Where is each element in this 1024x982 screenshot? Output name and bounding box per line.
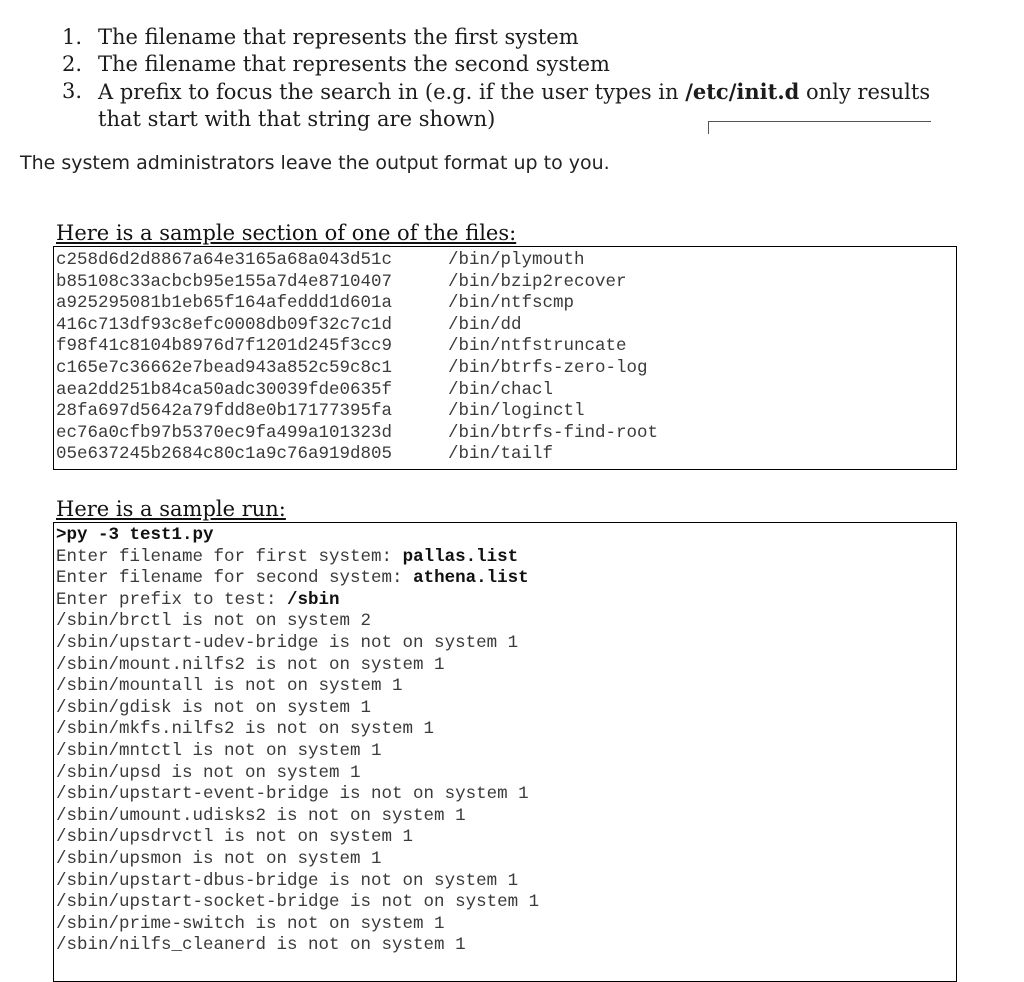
file-row bbox=[56, 315, 956, 337]
admin-note: The system administrators leave the output format up to you. bbox=[20, 152, 610, 174]
list-text-after: only results that start with that string are shown) bbox=[98, 80, 931, 131]
file-hash: 05e637245b2684c80c1a9c76a919d805 bbox=[56, 444, 393, 465]
divider-line bbox=[708, 121, 931, 134]
list-item bbox=[62, 24, 962, 51]
file-path: /bin/chacl bbox=[448, 379, 554, 400]
file-hash: aea2dd251b84ca50adc30039fde0635f bbox=[56, 379, 393, 400]
file-row bbox=[56, 358, 956, 380]
output-line: /sbin/gdisk is not on system 1 bbox=[56, 697, 372, 718]
list-number: 2. bbox=[62, 52, 83, 76]
prompt-label: Enter filename for second system: bbox=[56, 568, 414, 589]
requirements-list bbox=[62, 24, 962, 133]
output-line: /sbin/upsdrvctl is not on system 1 bbox=[56, 827, 414, 848]
prompt-input: pallas.list bbox=[402, 546, 519, 567]
file-row bbox=[56, 250, 956, 272]
file-sample-box bbox=[53, 246, 957, 470]
file-row bbox=[56, 336, 956, 358]
sample-run-box bbox=[53, 522, 957, 982]
output-line: /sbin/mkfs.nilfs2 is not on system 1 bbox=[56, 719, 435, 740]
file-path: /bin/tailf bbox=[448, 444, 554, 465]
file-row bbox=[56, 423, 956, 445]
file-row bbox=[56, 401, 956, 423]
command-line: >py -3 test1.py bbox=[56, 525, 214, 545]
output-line: /sbin/mountall is not on system 1 bbox=[56, 676, 403, 697]
file-path: /bin/dd bbox=[448, 314, 522, 335]
prompt-label: Enter prefix to test: bbox=[56, 589, 288, 610]
prompt-line bbox=[56, 568, 956, 590]
list-text: The filename that represents the second system bbox=[98, 52, 610, 76]
output-line: /sbin/upstart-event-bridge is not on system 1 bbox=[56, 784, 529, 805]
output-line: /sbin/upstart-dbus-bridge is not on system 1 bbox=[56, 870, 519, 891]
file-hash: 416c713df93c8efc0008db09f32c7c1d bbox=[56, 314, 393, 335]
files-heading: Here is a sample section of one of the files: bbox=[56, 221, 517, 245]
file-hash: a925295081b1eb65f164afeddd1d601a bbox=[56, 293, 393, 314]
list-text: The filename that represents the first system bbox=[98, 25, 579, 49]
file-hash: ec76a0cfb97b5370ec9fa499a101323d bbox=[56, 422, 393, 443]
file-path: /bin/btrfs-zero-log bbox=[448, 357, 648, 378]
output-line: /sbin/upsmon is not on system 1 bbox=[56, 848, 382, 869]
file-path: /bin/ntfscmp bbox=[448, 293, 575, 314]
file-hash: c165e7c36662e7bead943a852c59c8c1 bbox=[56, 357, 393, 378]
file-row bbox=[56, 293, 956, 315]
output-line: /sbin/brctl is not on system 2 bbox=[56, 611, 372, 632]
file-hash: c258d6d2d8867a64e3165a68a043d51c bbox=[56, 250, 393, 270]
list-item bbox=[62, 51, 962, 78]
prompt-input: athena.list bbox=[413, 568, 529, 589]
output-line: /sbin/mount.nilfs2 is not on system 1 bbox=[56, 654, 445, 675]
prompt-line bbox=[56, 590, 956, 612]
file-hash: f98f41c8104b8976d7f1201d245f3cc9 bbox=[56, 336, 393, 357]
file-path: /bin/btrfs-find-root bbox=[448, 422, 659, 443]
file-path: /bin/ntfstruncate bbox=[448, 336, 627, 357]
output-line: /sbin/prime-switch is not on system 1 bbox=[56, 913, 445, 934]
file-row bbox=[56, 380, 956, 402]
file-path: /bin/loginctl bbox=[448, 401, 585, 422]
output-line: /sbin/upstart-udev-bridge is not on system 1 bbox=[56, 632, 519, 653]
output-line: /sbin/umount.udisks2 is not on system 1 bbox=[56, 805, 466, 826]
run-heading: Here is a sample run: bbox=[56, 497, 286, 521]
file-hash: b85108c33acbcb95e155a7d4e8710407 bbox=[56, 271, 393, 292]
prompt-line bbox=[56, 547, 956, 569]
list-text-before: A prefix to focus the search in (e.g. if the user types in bbox=[98, 80, 686, 104]
file-hash: 28fa697d5642a79fdd8e0b17177395fa bbox=[56, 401, 393, 422]
output-line: /sbin/mntctl is not on system 1 bbox=[56, 740, 382, 761]
prompt-input: /sbin bbox=[287, 589, 340, 610]
list-number: 3. bbox=[62, 79, 83, 103]
output-line: /sbin/nilfs_cleanerd is not on system 1 bbox=[56, 935, 466, 956]
file-path: /bin/plymouth bbox=[448, 250, 585, 270]
output-line: /sbin/upsd is not on system 1 bbox=[56, 762, 361, 783]
file-row bbox=[56, 444, 956, 466]
file-path: /bin/bzip2recover bbox=[448, 271, 627, 292]
path-example: /etc/init.d bbox=[685, 79, 800, 104]
file-row bbox=[56, 272, 956, 294]
list-number: 1. bbox=[62, 25, 83, 49]
prompt-label: Enter filename for first system: bbox=[56, 546, 403, 567]
output-line: /sbin/upstart-socket-bridge is not on system 1 bbox=[56, 892, 540, 913]
